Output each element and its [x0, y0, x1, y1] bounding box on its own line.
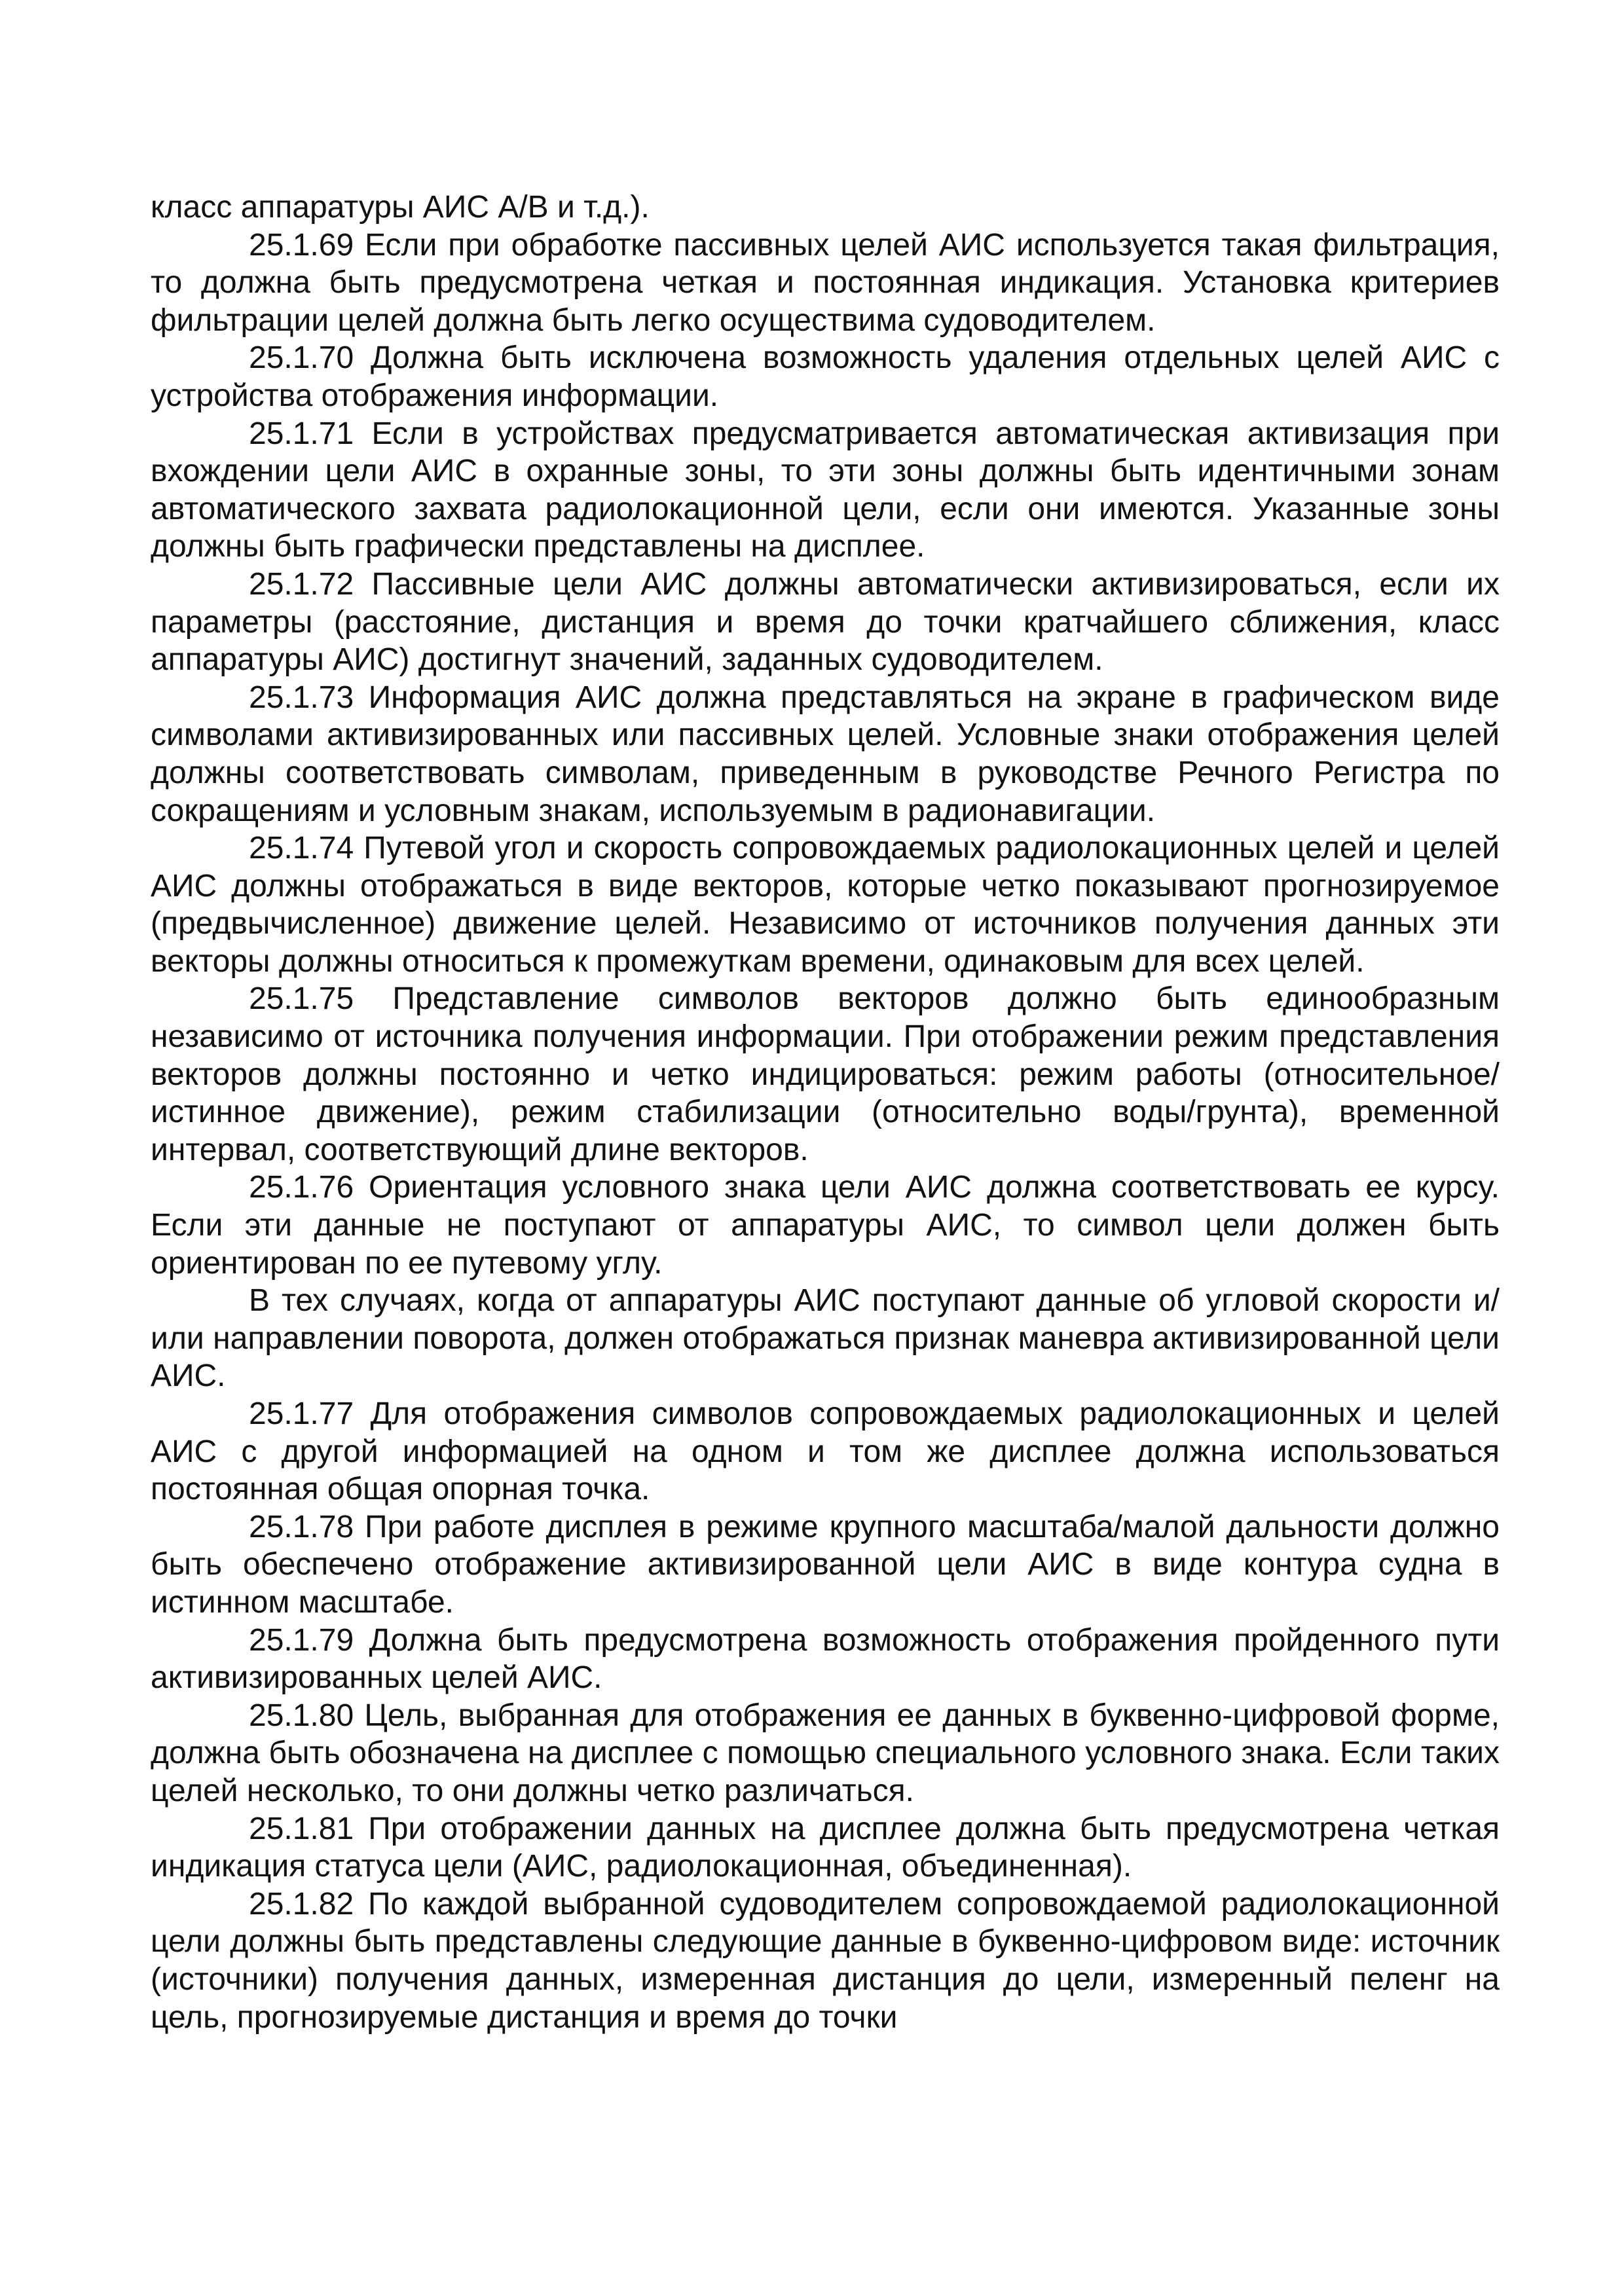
paragraph-25-1-73: 25.1.73 Информация АИС должна представляться на экране в графическом виде символами активизированных или пассивных целей. Условные знаки отображения целей должны соответствовать символам, приведенным в руководстве Речного Регистра по сокращениям и условным знакам, используемым в радионавигации.	[151, 680, 1500, 828]
paragraph-25-1-82: 25.1.82 По каждой выбранной судоводителем сопровождаемой радиолокационной цели должны быть представлены следующие данные в буквенно-цифровом виде: источник (источники) получения данных, измеренная дистанция до цели, измеренный пеленг на цель, прогнозируемые дистанция и время до точки	[151, 1886, 1500, 2035]
document-body	[151, 189, 1500, 2036]
paragraph-25-1-71: 25.1.71 Если в устройствах предусматривается автоматическая активизация при вхождении цели АИС в охранные зоны, то эти зоны должны быть идентичными зонам автоматического захвата радиолокационной цели, если они имеются. Указанные зоны должны быть графически представлены на дисплее.	[151, 416, 1500, 564]
paragraph-25-1-78: 25.1.78 При работе дисплея в режиме крупного масштаба/малой дальности должно быть обеспечено отображение активизированной цели АИС в виде контура судна в истинном масштабе.	[151, 1509, 1500, 1620]
paragraph-25-1-76-note: В тех случаях, когда от аппаратуры АИС поступают данные об угловой скорости и/или направлении поворота, должен отображаться признак маневра активизированной цели АИС.	[151, 1283, 1500, 1394]
paragraph-25-1-74: 25.1.74 Путевой угол и скорость сопровождаемых радиолокационных целей и целей АИС должны отображаться в виде векторов, которые четко показывают прогнозируемое (предвычисленное) движение целей. Независимо от источников получения данных эти векторы должны относиться к промежуткам времени, одинаковым для всех целей.	[151, 831, 1500, 979]
paragraph-25-1-70: 25.1.70 Должна быть исключена возможность удаления отдельных целей АИС с устройства отображения информации.	[151, 340, 1500, 413]
paragraph-25-1-79: 25.1.79 Должна быть предусмотрена возможность отображения пройденного пути активизированных целей АИС.	[151, 1622, 1500, 1696]
paragraph-25-1-72: 25.1.72 Пассивные цели АИС должны автоматически активизироваться, если их параметры (расстояние, дистанция и время до точки кратчайшего сближения, класс аппаратуры АИС) достигнут значений, заданных судоводителем.	[151, 566, 1500, 678]
paragraph-continuation: класс аппаратуры АИС А/В и т.д.).	[151, 190, 650, 225]
paragraph-25-1-76: 25.1.76 Ориентация условного знака цели АИС должна соответствовать ее курсу. Если эти данные не поступают от аппаратуры АИС, то символ цели должен быть ориентирован по ее путевому углу.	[151, 1170, 1500, 1281]
paragraph-25-1-75: 25.1.75 Представление символов векторов должно быть единообразным независимо от источника получения информации. При отображении режим представления векторов должны постоянно и четко индицироваться: режим работы (относительное/истинное движение), режим стабилизации (относительно воды/грунта), временной интервал, соответствующий длине векторов.	[151, 981, 1500, 1167]
paragraph-25-1-69: 25.1.69 Если при обработке пассивных целей АИС используется такая фильтрация, то должна быть предусмотрена четкая и постоянная индикация. Установка критериев фильтрации целей должна быть легко осуществима судоводителем.	[151, 227, 1500, 338]
paragraph-25-1-77: 25.1.77 Для отображения символов сопровождаемых радиолокационных и целей АИС с другой информацией на одном и том же дисплее должна использоваться постоянная общая опорная точка.	[151, 1396, 1500, 1507]
paragraph-25-1-80: 25.1.80 Цель, выбранная для отображения ее данных в буквенно-цифровой форме, должна быть обозначена на дисплее с помощью специального условного знака. Если таких целей несколько, то они должны четко различаться.	[151, 1698, 1500, 1808]
paragraph-25-1-81: 25.1.81 При отображении данных на дисплее должна быть предусмотрена четкая индикация статуса цели (АИС, радиолокационная, объединенная).	[151, 1811, 1500, 1884]
